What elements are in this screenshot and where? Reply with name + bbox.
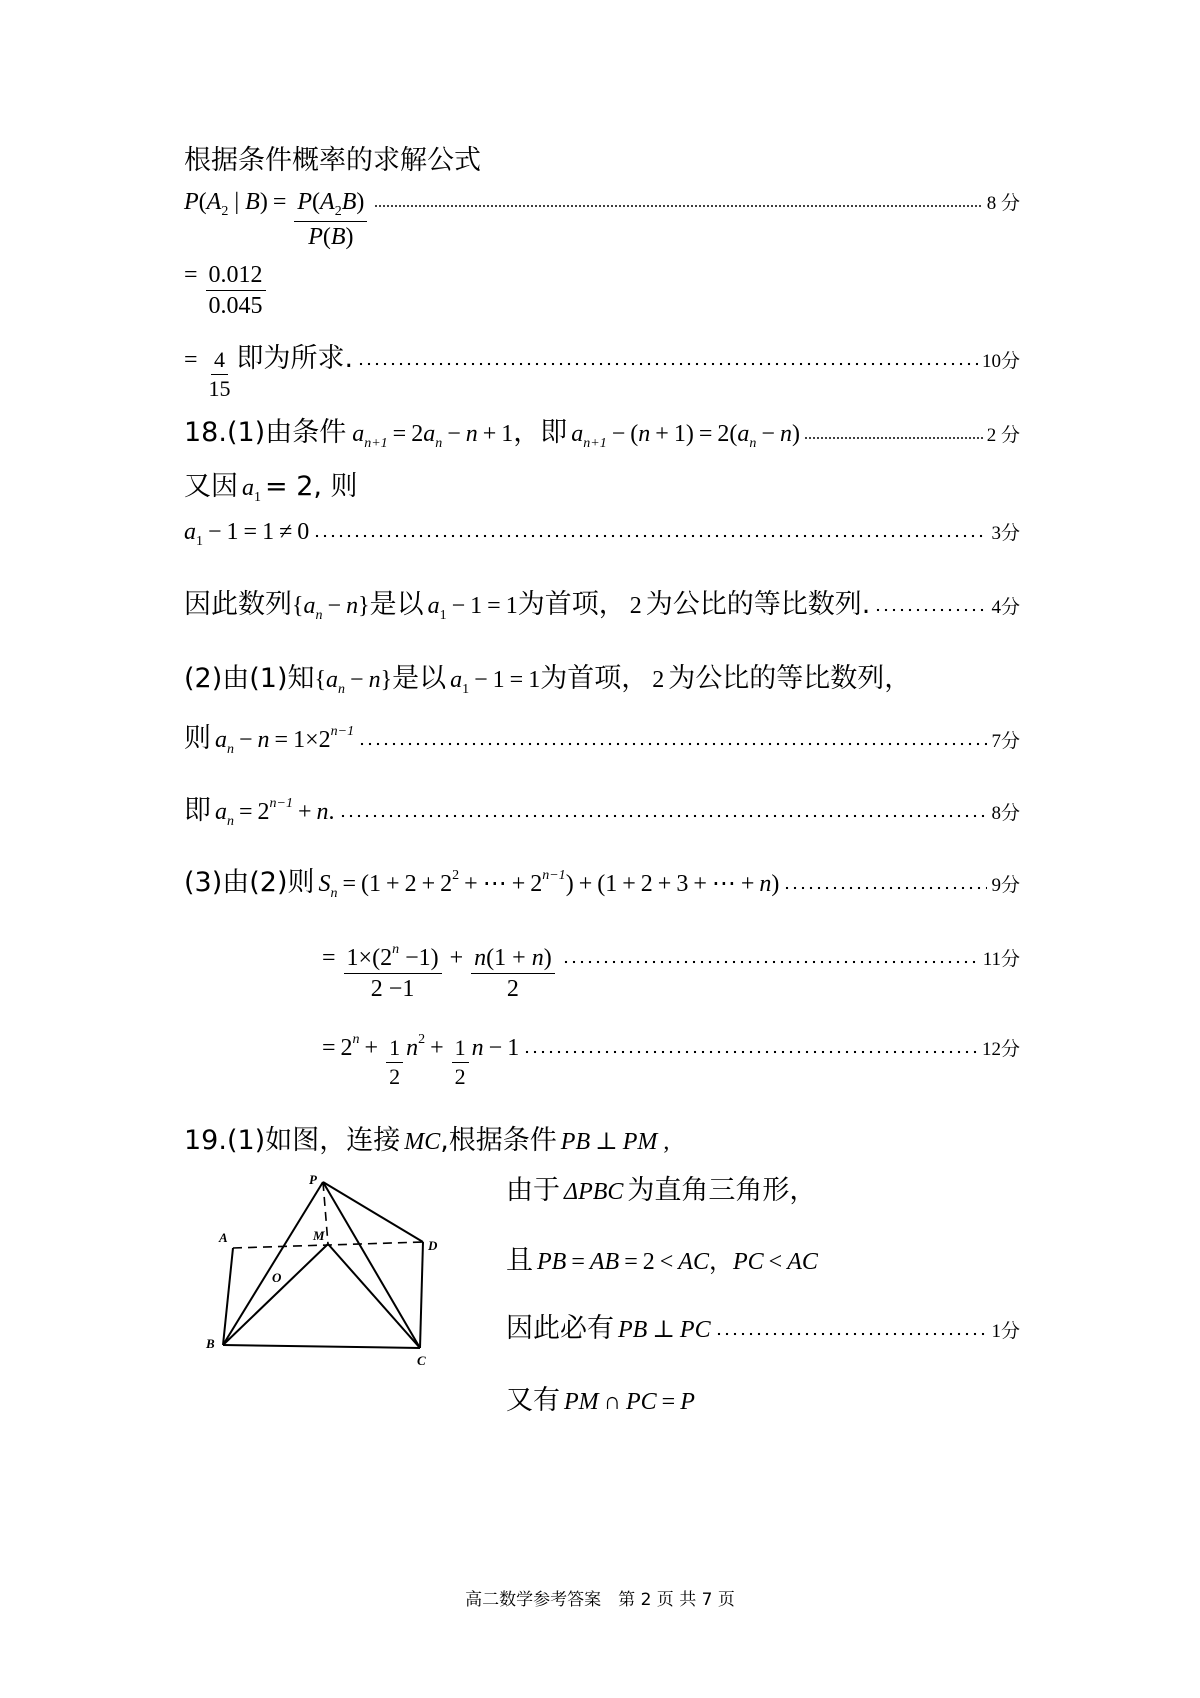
- formula-fraction: $\frac{P(A_2B)}{P(B)}$: [294, 189, 367, 251]
- result-text: 即为所求.: [236, 343, 354, 374]
- q18-line-8: (3)由(2)则 $S_n = (1 + 2 + 2^2$ + ⋯ + $2^{n-1}) + (1 + 2 + 3$ + ⋯ + n) 9分: [184, 867, 1020, 901]
- leader-dots: [523, 1049, 978, 1055]
- q18-line-10: = 2$^n$ + $\frac{1}{2}$ $n^2$ + $\frac{1}{2}$ n − 1 12分: [322, 1032, 1020, 1090]
- q18-line-7: 即 $a_n = 2^{n-1} + n$. 8分: [184, 795, 1020, 829]
- score-label: 9分: [991, 875, 1020, 896]
- formula-line-bayes: $P(A_2$ | B) = $\frac{P(A_2B)}{P(B)}$ 8 分: [184, 189, 1020, 251]
- score-label: 3分: [991, 523, 1020, 544]
- leader-dots: [562, 959, 979, 965]
- q18-part1-label: (1)由条件: [226, 417, 347, 448]
- score-label: 12分: [981, 1039, 1020, 1060]
- q18-line-6: 则 $a_n - n = 1\times 2^{n-1}$ 7分: [184, 723, 1020, 757]
- score-label: 8分: [991, 803, 1020, 824]
- q18-line-4: 因此数列 $\{a_n - n\}$ 是以 $a_1 - 1 = 1$ 为首项， 2 为公比的等比数列. 4分: [184, 589, 1020, 623]
- score-label: 11分: [982, 949, 1020, 970]
- q18-number: 18.: [184, 417, 227, 448]
- q19-right-2: 且 PB = AB = 2 < AC，PC < AC: [506, 1245, 818, 1276]
- figure-label: D: [428, 1238, 438, 1253]
- leader-dots: [313, 533, 987, 539]
- page-footer: 高二数学参考答案 第 2 页 共 7 页: [465, 1590, 735, 1610]
- leader-dots: [874, 607, 987, 613]
- intro-line: [184, 138, 1020, 177]
- q18-line-3: [184, 518, 1020, 550]
- leader-dots: [358, 741, 987, 747]
- leader-dots: [804, 435, 983, 441]
- leader-dots: [783, 885, 987, 891]
- q18-line-5: (2)由(1)知 $\{a_n - n\}$ 是以 $a_1 - 1 = 1$ 为首项， 2 为公比的等比数列，: [184, 663, 912, 697]
- score-label: 7分: [991, 731, 1020, 752]
- formula-lhs: $P(A_2$ | B): [184, 189, 268, 219]
- figure-label: C: [417, 1353, 426, 1368]
- leader-dots: [374, 203, 982, 209]
- leader-dots: [357, 361, 978, 367]
- score-label: 2 分: [986, 425, 1020, 446]
- result-fraction: $\frac{4}{15}$: [208, 347, 231, 402]
- figure-label: B: [206, 1336, 215, 1351]
- q19-line-1: 19. (1)如图，连接 MC ,根据条件 PB ⊥ PM ,: [184, 1125, 670, 1156]
- q19-right-4: 又有 PM ∩ PC = P: [506, 1385, 695, 1416]
- figure-label: M: [313, 1228, 325, 1243]
- pyramid-figure: [206, 1170, 475, 1380]
- score-label: 4分: [991, 597, 1020, 618]
- q18-line-1: 18. (1)由条件 $a_{n+1} = 2a_n - n + 1$ ，即 $a_{n+1} - (n + 1) = 2(a_n - n)$ 2 分: [184, 410, 1020, 452]
- q18-line-9: = $\frac{1\times(2^n -1)}{2 -1}$ + $\frac{n(1 + n)}{2}$ 11分: [322, 942, 1020, 1003]
- score-label: 8 分: [986, 193, 1020, 214]
- q19-right-3: 因此必有 PB ⊥ PC 1分: [506, 1313, 1020, 1344]
- score-label: 10分: [981, 351, 1020, 372]
- q18-line-2: 又因 $a_1$ = 2, 则: [184, 471, 358, 505]
- result-line: = $\frac{4}{15}$ 即为所求. 10分: [184, 336, 1020, 401]
- leader-dots: [339, 813, 988, 819]
- leader-dots: [715, 1331, 988, 1337]
- intro-text: 根据条件概率的求解公式: [184, 145, 481, 176]
- recurrence-formula: $a_{n+1} = 2a_n - n + 1$: [352, 421, 514, 451]
- figure-label: P: [309, 1172, 317, 1187]
- score-label: 1分: [991, 1321, 1020, 1342]
- transformed-formula: $a_{n+1} - (n + 1) = 2(a_n - n)$: [571, 421, 800, 451]
- figure-label: A: [219, 1230, 228, 1245]
- sum-formula: $S_n = (1 + 2 + 2^2$ + ⋯ + $2^{n-1}) + (1 + 2 + 3$ + ⋯ + n): [318, 868, 780, 901]
- figure-label: O: [272, 1270, 282, 1285]
- value-fraction: $\frac{0.012}{0.045}$: [206, 262, 266, 320]
- q19-right-1: 由于 ΔPBC 为直角三角形，: [506, 1175, 817, 1206]
- initial-condition: $a_1 - 1 = 1 \ne 0$: [184, 519, 310, 549]
- value-line: = $\frac{0.012}{0.045}$: [184, 262, 1020, 320]
